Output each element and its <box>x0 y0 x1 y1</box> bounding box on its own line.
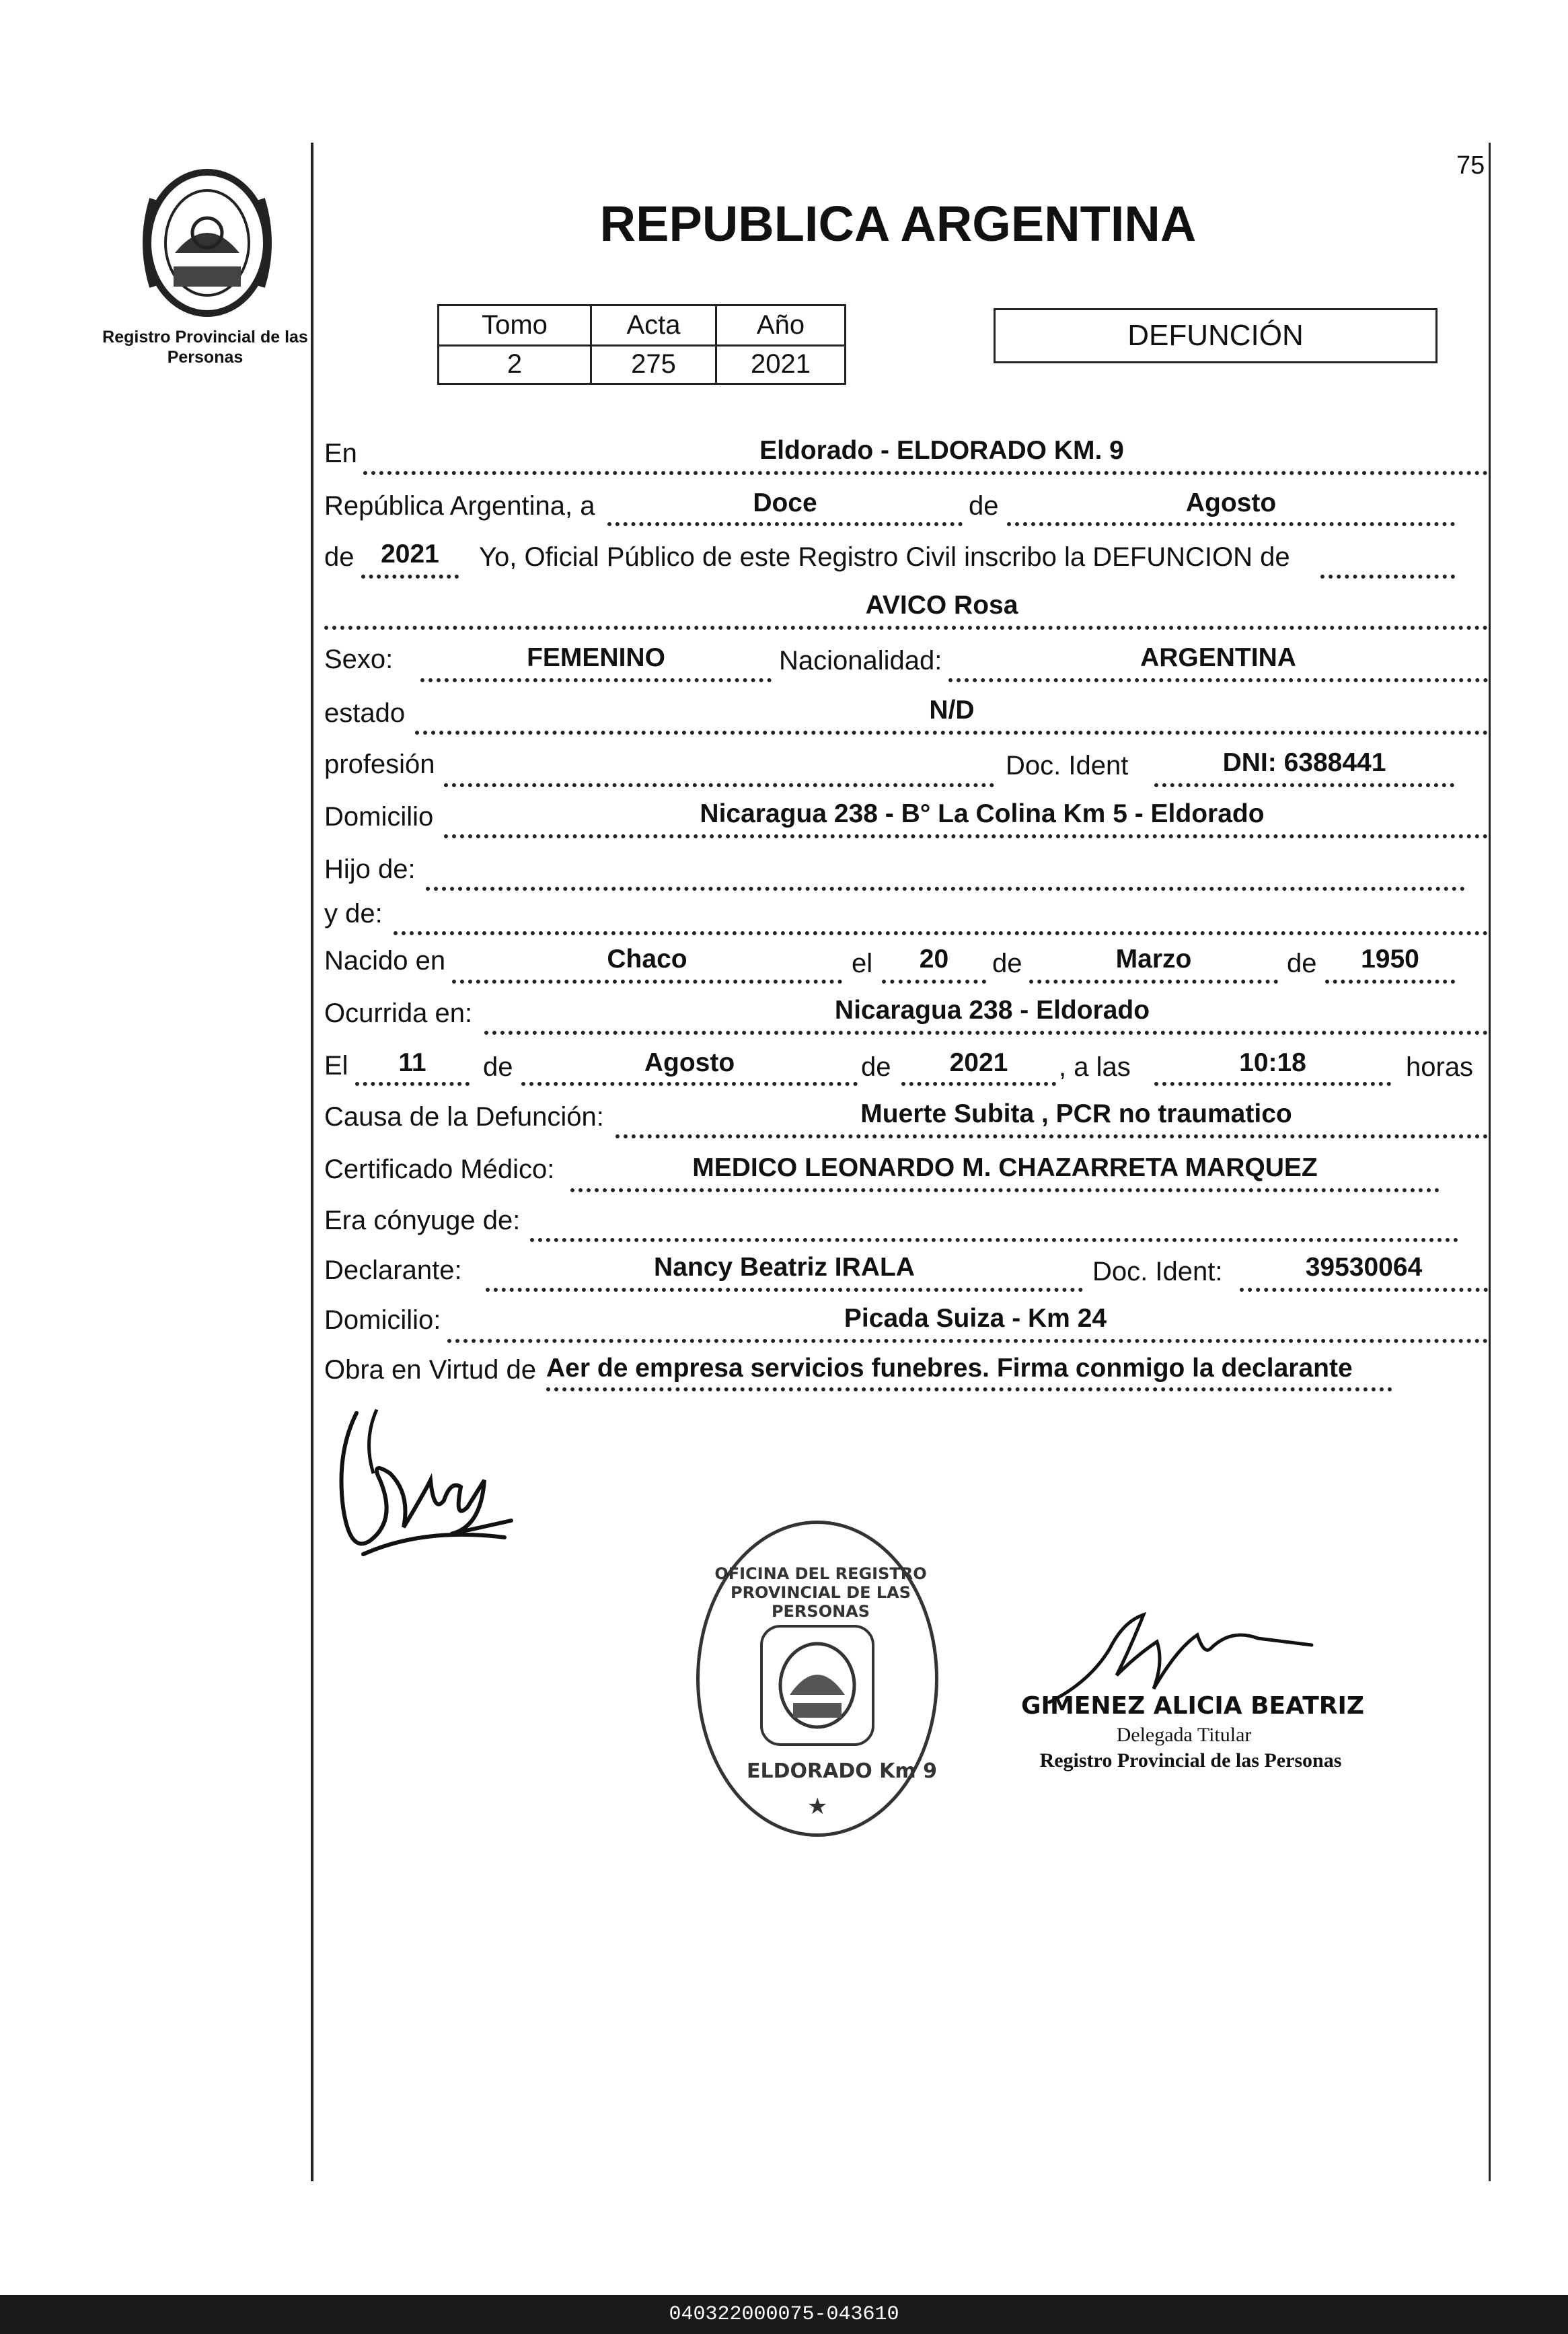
table-value-anio: 2021 <box>751 349 811 379</box>
value-nacido-mes: Marzo <box>1115 945 1192 974</box>
value-fallec-hora: 10:18 <box>1239 1048 1306 1077</box>
stamp-emblem-icon <box>763 1628 872 1743</box>
value-decl-doc: 39530064 <box>1305 1253 1423 1282</box>
footer-code: 040322000075-043610 <box>0 2295 1568 2334</box>
value-dia: Doce <box>753 488 817 517</box>
label-decl-domicilio: Domicilio: <box>324 1305 441 1335</box>
value-nacido-lugar: Chaco <box>607 945 687 974</box>
label-el: el <box>852 949 873 978</box>
dotted-line <box>1154 783 1454 787</box>
table-header-acta: Acta <box>626 310 681 340</box>
official-office: Registro Provincial de las Personas <box>1039 1749 1342 1772</box>
dotted-line <box>615 1134 1488 1138</box>
label-de: de <box>992 949 1022 978</box>
declarant-signature <box>316 1399 518 1568</box>
table-value-acta: 275 <box>631 349 676 379</box>
dotted-line <box>1320 575 1455 579</box>
label-de: de <box>861 1052 891 1082</box>
label-conyuge: Era cónyuge de: <box>324 1206 521 1235</box>
label-hijo-de: Hijo de: <box>324 854 416 884</box>
value-lugar: Eldorado - ELDORADO KM. 9 <box>759 436 1124 465</box>
provincial-seal <box>126 159 288 327</box>
dotted-line <box>901 1082 1056 1086</box>
official-name: GIMENEZ ALICIA BEATRIZ <box>1021 1692 1364 1720</box>
value-decl-domicilio: Picada Suiza - Km 24 <box>844 1304 1107 1333</box>
dotted-line <box>1240 1288 1488 1292</box>
dotted-line <box>546 1387 1392 1391</box>
dotted-line <box>570 1188 1440 1192</box>
label-y-de: y de: <box>324 899 383 928</box>
value-sexo: FEMENINO <box>527 643 665 672</box>
left-margin-rule <box>311 143 313 2181</box>
dotted-line <box>1325 980 1455 984</box>
label-en: En <box>324 439 357 468</box>
label-de: de <box>483 1052 513 1082</box>
stamp-emblem <box>760 1625 874 1746</box>
dotted-line <box>882 980 986 984</box>
label-de: de <box>1287 949 1317 978</box>
value-doc-ident: DNI: 6388441 <box>1222 748 1386 777</box>
dotted-line <box>444 834 1488 838</box>
label-causa: Causa de la Defunción: <box>324 1102 604 1132</box>
label-nacido-en: Nacido en <box>324 946 446 976</box>
value-fallec-mes: Agosto <box>644 1048 735 1077</box>
page-number: 75 <box>1456 151 1485 180</box>
dotted-line <box>415 731 1488 735</box>
signature-scribble-icon <box>316 1399 518 1568</box>
label-a-las: , a las <box>1059 1052 1131 1082</box>
dotted-line <box>607 522 963 526</box>
value-domicilio: Nicaragua 238 - B° La Colina Km 5 - Eldorado <box>700 799 1265 828</box>
value-obra: Aer de empresa servicios funebres. Firma conmigo la declarante <box>546 1354 1353 1383</box>
table-value-tomo: 2 <box>507 349 523 379</box>
label-sexo: Sexo: <box>324 645 394 674</box>
value-fallec-dia: 11 <box>398 1048 426 1077</box>
label-obra: Obra en Virtud de <box>324 1355 537 1385</box>
dotted-line <box>324 626 1488 630</box>
dotted-line <box>530 1238 1458 1242</box>
value-ocurrida: Nicaragua 238 - Eldorado <box>834 996 1150 1025</box>
value-nombre: AVICO Rosa <box>865 591 1018 620</box>
dotted-line <box>484 1031 1488 1035</box>
label-republica: República Argentina, a <box>324 491 595 521</box>
label-domicilio: Domicilio <box>324 802 434 832</box>
label-doc-ident: Doc. Ident <box>1006 751 1129 780</box>
inscribo-text: Yo, Oficial Público de este Registro Civil inscribo la DEFUNCION de <box>479 542 1290 572</box>
registry-name: Registro Provincial de las Personas <box>102 328 308 367</box>
dotted-line <box>1029 980 1278 984</box>
record-table <box>437 304 846 385</box>
value-fallec-anio: 2021 <box>949 1048 1008 1077</box>
dotted-line <box>361 575 459 579</box>
document-type-box: DEFUNCIÓN <box>994 308 1438 363</box>
dotted-line <box>948 678 1488 682</box>
label-profesion: profesión <box>324 750 435 779</box>
dotted-line <box>521 1082 858 1086</box>
dotted-line <box>486 1288 1083 1292</box>
dotted-line <box>447 1339 1488 1343</box>
label-declarante: Declarante: <box>324 1255 462 1285</box>
value-causa: Muerte Subita , PCR no traumatico <box>860 1099 1292 1128</box>
dotted-line <box>1007 522 1455 526</box>
value-anio: 2021 <box>381 540 439 569</box>
value-nacido-dia: 20 <box>919 945 949 974</box>
stamp-ring-text: OFICINA DEL REGISTRO PROVINCIAL DE LAS PERSONAS <box>714 1564 927 1621</box>
dotted-line <box>355 1082 470 1086</box>
star-icon: ★ <box>807 1793 828 1820</box>
official-role: Delegada Titular <box>1116 1724 1252 1746</box>
label-de: de <box>324 542 354 572</box>
label-estado: estado <box>324 698 406 728</box>
dotted-line <box>363 471 1488 475</box>
dotted-line <box>426 887 1465 891</box>
table-header-tomo: Tomo <box>482 310 548 340</box>
value-nacido-anio: 1950 <box>1361 945 1419 974</box>
dotted-line <box>1154 1082 1391 1086</box>
label-nacionalidad: Nacionalidad: <box>779 646 942 676</box>
value-mes: Agosto <box>1185 488 1277 517</box>
value-certificado: MEDICO LEONARDO M. CHAZARRETA MARQUEZ <box>692 1153 1318 1182</box>
right-margin-rule <box>1489 143 1491 2181</box>
label-certificado: Certificado Médico: <box>324 1155 555 1184</box>
dotted-line <box>394 931 1488 935</box>
label-horas: horas <box>1406 1052 1474 1082</box>
label-ocurrida-en: Ocurrida en: <box>324 998 473 1028</box>
dotted-line <box>444 783 994 787</box>
value-declarante: Nancy Beatriz IRALA <box>654 1253 915 1282</box>
dotted-line <box>420 678 772 682</box>
table-header-anio: Año <box>756 310 805 340</box>
label-el: El <box>324 1051 348 1081</box>
stamp-bottom-text: ELDORADO Km 9 <box>747 1759 938 1783</box>
dotted-line <box>452 980 842 984</box>
seal-emblem-icon <box>126 159 288 327</box>
page-title: REPUBLICA ARGENTINA <box>599 196 1197 252</box>
official-stamp <box>696 1521 938 1837</box>
label-decl-doc: Doc. Ident: <box>1092 1257 1223 1286</box>
value-nacionalidad: ARGENTINA <box>1140 643 1296 672</box>
value-estado: N/D <box>929 696 975 725</box>
label-de: de <box>969 491 999 521</box>
